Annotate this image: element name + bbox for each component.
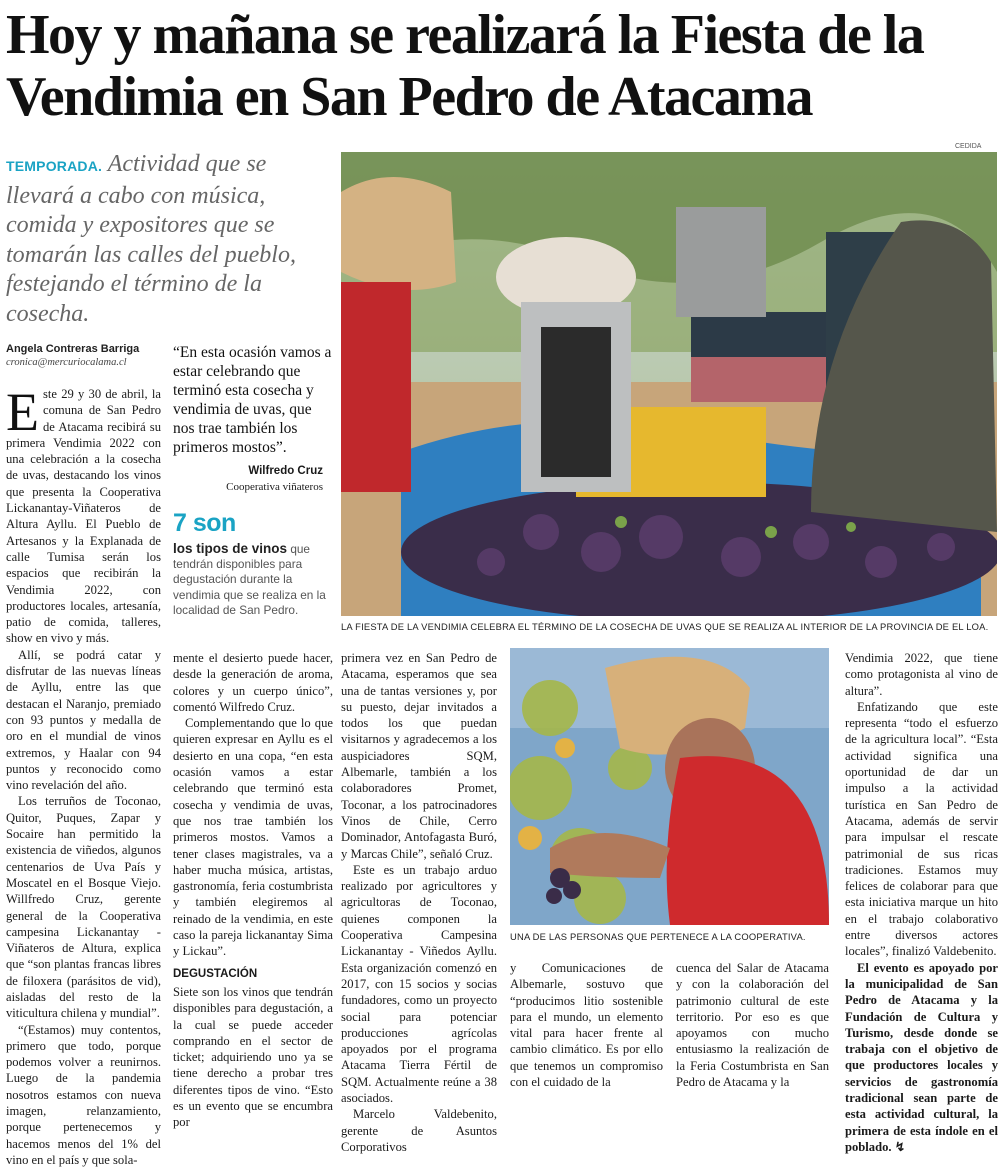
quote-author: Wilfredo Cruz: [248, 465, 323, 477]
body-column-6: [845, 650, 998, 1155]
main-photo: [341, 152, 997, 616]
drop-cap: E: [6, 382, 39, 442]
paragraph: Este es un trabajo arduo realizado por agricultores y agricultoras de Toconao, quienes componen la Cooperativa Campesina Lickanantay - Viñedos Ayllu. Esta organización comenzó en 2017, con 15 socios y socias fundadores, como un proyecto social para potenciar producciones agrícolas apoyados por el programa Atacama Tierra Fértil de SQM. Actualmente reúne a 38 asociados.: [341, 862, 497, 1106]
second-photo-caption: UNA DE LAS PERSONAS QUE PERTENECE A LA COOPERATIVA.: [510, 931, 806, 942]
pull-quote-attribution: [173, 465, 323, 493]
stat-lead: los tipos de vinos: [173, 541, 288, 556]
main-photo-caption: LA FIESTA DE LA VENDIMIA CELEBRA EL TÉRMINO DE LA COSECHA DE UVAS QUE SE REALIZA AL INTERIOR DE LA PROVINCIA DE EL LOA.: [341, 621, 989, 632]
paragraph: Marcelo Valdebenito, gerente de Asuntos Corporativos: [341, 1107, 497, 1154]
vineyard-harvest-image: [341, 152, 997, 616]
paragraph: Este 29 y 30 de abril, la comuna de San Pedro de Atacama recibirá su primera Vendimia 2022 con una celebración a la cosecha de uvas, destacando los vinos que presenta la Cooperativa Lickanantay-Viñateros de Altura Ayllu. El Pueblo de Artesanos y la Explanada de calle Tumisa serán los espacios que recibirán la Vendimia 2022, con productores locales, artesanía, patio de comida, talleres, show en vivo y más.: [6, 382, 161, 646]
paragraph: Los terruños de Toconao, Quitor, Puques, Zapar y Socaire han permitido la existencia de viñedos, algunos centenarios de Uva País y Moscatel en el Bosque Viejo. Willfredo Cruz, gerente general de la Cooperativa campesina Lickanantay - Viñateros de Altura, explica que “son plantas francas libres de filoxera (parásitos de vid), aisladas del resto de la viticultura chilena y mundial”.: [6, 794, 161, 1021]
subheading: DEGUSTACIÓN: [173, 967, 258, 980]
kicker-tag: TEMPORADA.: [6, 158, 103, 174]
paragraph: “(Estamos) muy contentos, primero que todo, porque podemos volver a reunirnos. Luego de la pandemia nosotros estamos con nueva imagen, relanzamiento, porque pertenecemos y hacemos menos del 1% del vino en el país y que sola-: [6, 1022, 161, 1167]
paragraph: Enfatizando que este representa “todo el esfuerzo de la agricultura local”. “Esta actividad significa una oportunidad de dar un impulso a la actividad turística en San Pedro de Atacama, además de servir para impulsar el rescate patrimonial de sus ricas tradiciones. Estamos muy felices de colaborar para que esta iniciativa marque un hito en el trabajo colaborativo entre diversos actores locales”, finalizó Valdebenito.: [845, 699, 998, 959]
body-column-3: [341, 650, 497, 1155]
paragraph: Siete son los vinos que tendrán disponibles para degustación, a la cual se puede acceder comprando en el sector de ticket; adquiriendo uno ya se tiene derecho a probar tres diferentes tipos de vino. “Esto es un evento que se encumbra por: [173, 984, 333, 1130]
paragraph: Vendimia 2022, que tiene como protagonista al vino de altura”.: [845, 651, 998, 698]
paragraph: El evento es apoyado por la municipalidad de San Pedro de Atacama y la Fundación de Cultura y Turismo, desde donde se trabaja con el objetivo de que productores locales y servicios de gastronomía tradicional sean parte de esta actividad cultural, la primera de esta índole en el poblado. ↯: [845, 960, 998, 1154]
paragraph: y Comunicaciones de Albemarle, sostuvo que “producimos litio sostenible para el mundo, un elemento vital para hacer frente al cambio climático. Es por ello que tenemos un compromiso con el cuidado de la: [510, 961, 663, 1090]
stat-text: los tipos de vinos que tendrán disponibles para degustación durante la vendimia que se realiza en la localidad de San Pedro.: [173, 541, 326, 617]
quote-role: Cooperativa viñateros: [226, 481, 323, 493]
author-email[interactable]: cronica@mercuriocalama.cl: [6, 357, 127, 368]
paragraph: primera vez en San Pedro de Atacama, esperamos que sea una de tantas versiones y, por su puesto, dejar invitados a todos los que puedan visitarnos y agradecemos a los auspiciadores SQM, Albemarle, también a los colaboradores Promet, Toconar, a los patrocinadores Vinos de Chile, Cerro Dominador, Antofagasta Buró, y Marcas Chile”, señaló Cruz.: [341, 651, 497, 861]
paragraph: cuenca del Salar de Atacama y con la colaboración del patrimonio cultural de este territorio. Por eso es que apoyamos con mucho entusiasmo la realización de la Feria Costumbrista en San Pedro de Atacama y la: [676, 961, 829, 1090]
paragraph: Complementando que lo que quieren expresar en Ayllu es el desierto en una copa, “en esta ocasión vamos a estar celebrando que terminó esta cosecha y vendimia de uvas, que nos trae también los primeros mostos. Vamos a tener clases magistrales, va a haber mucha música, artistas, gastronomía, feria costumbrista y también elegiremos al reinado de la vendimia, en este caso la pareja lickanantay Sima y Lickau”.: [173, 716, 333, 959]
byline: [6, 343, 166, 368]
pull-quote: “En esta ocasión vamos a estar celebrando que terminó esta cosecha y vendimia de uvas, que nos trae también los primeros mostos”.: [173, 344, 332, 456]
author-name: Angela Contreras Barriga: [6, 343, 140, 355]
body-column-2: [173, 650, 333, 1131]
body-column-1: [6, 382, 161, 1168]
second-photo: [510, 648, 829, 925]
end-mark: ↯: [894, 1139, 906, 1154]
stat-number: 7 son: [173, 509, 236, 537]
body-column-5: [676, 960, 829, 1090]
cooperative-member-image: [510, 648, 829, 925]
body-column-4: [510, 960, 663, 1090]
headline: Hoy y mañana se realizará la Fiesta de la Vendimia en San Pedro de Atacama: [6, 4, 924, 128]
photo-credit: CEDIDA: [955, 143, 982, 150]
kicker: [6, 150, 331, 329]
paragraph: mente el desierto puede hacer, desde la generación de aroma, colores y un cuerpo único”, comentó Wilfredo Cruz.: [173, 651, 333, 714]
paragraph: Allí, se podrá catar y disfrutar de las nuevas líneas de Ayllu, entre las que destacan el Naranjo, premiado con 93 puntos y medalla de oro en el mundial de vinos extremos, y Haalar con 94 puntos y reconocido como vino revelación del año.: [6, 647, 161, 793]
kicker-text: Actividad que se llevará a cabo con música, comida y expositores que se tomarán las calles del pueblo, festejando el término de la cosecha.: [6, 151, 296, 327]
